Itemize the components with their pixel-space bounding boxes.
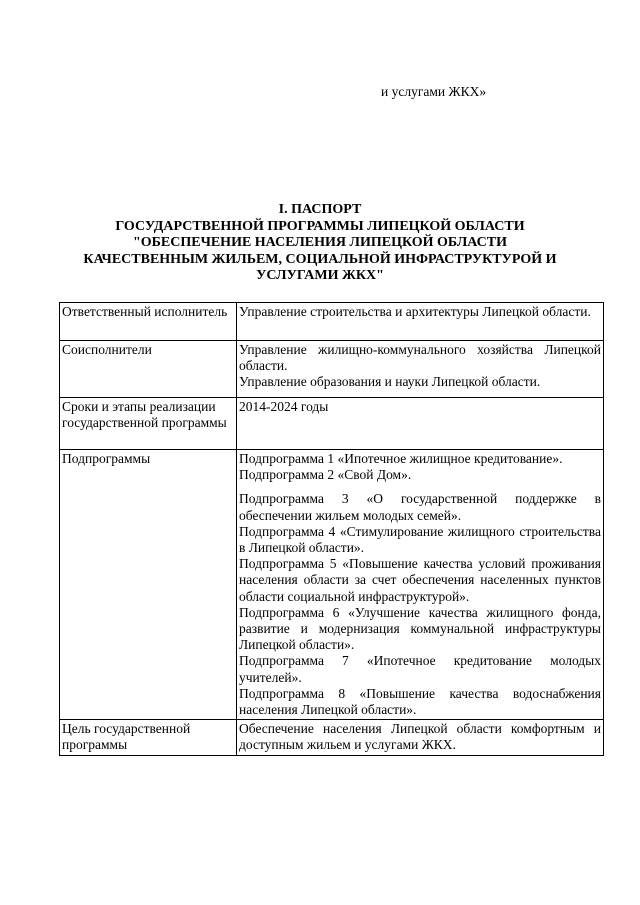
value-paragraph: Подпрограмма 1 «Ипотечное жилищное кредитование». [239,451,563,466]
row-label: Соисполнители [60,341,237,398]
table-row [60,720,604,755]
table-row [60,450,604,720]
passport-table [59,302,604,756]
title-line: I. ПАСПОРТ [278,202,362,217]
row-value [237,720,604,755]
row-label: Ответственный исполнитель [60,303,237,341]
table-row [60,398,604,450]
title-line: УСЛУГАМИ ЖКХ" [256,268,384,283]
row-value [237,341,604,398]
row-label: Цель государственной программы [60,720,237,755]
value-paragraph: Подпрограмма 8 «Повышение качества водоснабжения населения Липецкой области». [239,685,601,718]
value-paragraph: 2014-2024 годы [239,399,329,414]
value-paragraph: Подпрограмма 2 «Свой Дом». [239,467,412,483]
title-line: ГОСУДАРСТВЕННОЙ ПРОГРАММЫ ЛИПЕЦКОЙ ОБЛАСТИ [115,218,525,234]
value-paragraph: Обеспечение населения Липецкой области комфортным и доступным жильем и услугами ЖКХ. [239,721,601,753]
value-paragraph: Управление жилищно-коммунального хозяйства Липецкой области. [239,342,601,374]
value-paragraph: Управление строительства и архитектуры Липецкой области. [239,304,591,319]
title-line: "ОБЕСПЕЧЕНИЕ НАСЕЛЕНИЯ ЛИПЕЦКОЙ ОБЛАСТИ [132,235,508,250]
title-line: КАЧЕСТВЕННЫМ ЖИЛЬЕМ, СОЦИАЛЬНОЙ ИНФРАСТРУКТУРОЙ И [83,251,557,267]
table-row [60,303,604,341]
value-paragraph: Подпрограмма 7 «Ипотечное кредитование молодых учителей». [239,653,601,685]
value-paragraph: Управление образования и науки Липецкой области. [239,374,541,390]
row-value [237,450,604,720]
passport-title [40,202,600,285]
row-label: Сроки и этапы реализации государственной программы [60,398,237,450]
value-paragraph: Подпрограмма 5 «Повышение качества условий проживания населения области за счет обеспечения населенных пунктов области социальной инфраструктурой». [239,556,601,604]
value-paragraph: Подпрограмма 3 «О государственной поддержке в обеспечении жильем молодых семей». [239,491,601,523]
table-row [60,341,604,398]
row-value [237,303,604,341]
value-paragraph: Подпрограмма 4 «Стимулирование жилищного строительства в Липецкой области». [239,523,601,556]
row-value [237,398,604,450]
value-paragraph: Подпрограмма 6 «Улучшение качества жилищного фонда, развитие и модернизация коммунальной инфраструктуры Липецкой области». [239,604,601,653]
row-label: Подпрограммы [60,450,237,720]
header-note: и услугами ЖКХ» [381,84,487,99]
